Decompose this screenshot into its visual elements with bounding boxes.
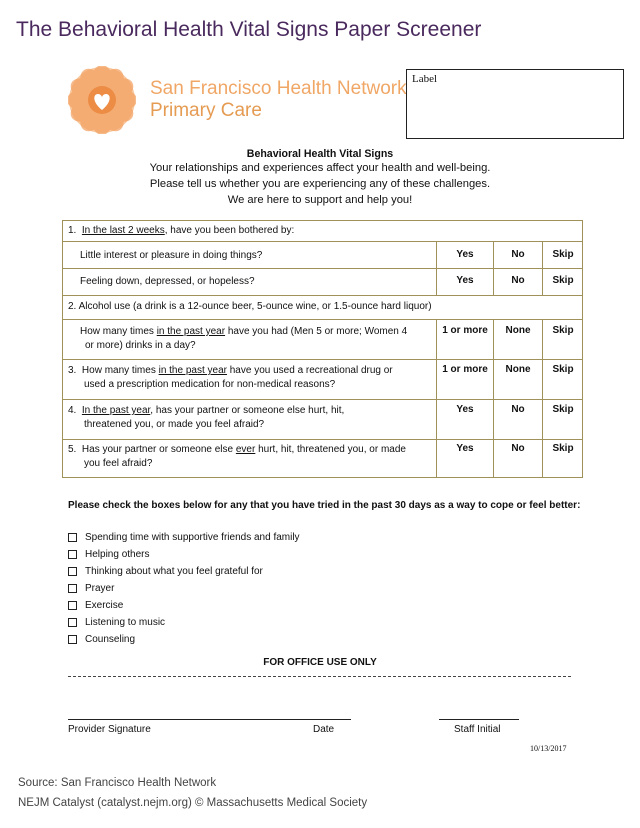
coping-heading: Please check the boxes below for any that you have tried in the past 30 days as a way to cope or feel better: (68, 500, 581, 511)
answer-skip[interactable]: Skip (552, 443, 574, 454)
footer-source: Source: San Francisco Health Network (18, 777, 217, 789)
answer-no[interactable]: No (511, 404, 525, 415)
question-1: 1. In the last 2 weeks, have you been bothered by: (68, 225, 295, 236)
answer-skip[interactable]: Skip (552, 249, 574, 260)
staff-initial-label: Staff Initial (454, 724, 501, 735)
answer-yes[interactable]: Yes (456, 404, 474, 415)
answer-1-or-more[interactable]: 1 or more (442, 325, 488, 336)
checkbox[interactable] (68, 533, 77, 542)
coping-option[interactable]: Prayer (68, 581, 114, 595)
question-2a: How many times in the past year have you had (Men 5 or more; Women 4 or more) drinks in a day? (80, 326, 408, 351)
org-name: San Francisco Health Network (150, 78, 407, 99)
answer-none[interactable]: None (505, 325, 531, 336)
answer-no[interactable]: No (511, 275, 525, 286)
coping-option[interactable]: Spending time with supportive friends and family (68, 530, 300, 544)
checkbox[interactable] (68, 550, 77, 559)
office-use-heading: FOR OFFICE USE ONLY (263, 657, 377, 668)
question-2: 2. Alcohol use (a drink is a 12-ounce beer, 5-ounce wine, or 1.5-ounce hard liquor) (68, 301, 432, 312)
answer-yes[interactable]: Yes (456, 443, 474, 454)
label-box-text: Label (412, 73, 438, 85)
intro-line: Please tell us whether you are experiencing any of these challenges. (149, 178, 491, 190)
checkbox[interactable] (68, 584, 77, 593)
coping-option[interactable]: Listening to music (68, 615, 165, 629)
question-4: 4. In the past year, has your partner or someone else hurt, hit, threatened you, or made you feel afraid? (68, 405, 345, 430)
checkbox[interactable] (68, 635, 77, 644)
date-label: Date (313, 724, 335, 735)
answer-yes[interactable]: Yes (456, 275, 474, 286)
coping-option[interactable]: Helping others (68, 547, 149, 561)
page-title: The Behavioral Health Vital Signs Paper Screener (16, 18, 482, 41)
answer-none[interactable]: None (505, 364, 531, 375)
answer-no[interactable]: No (511, 443, 525, 454)
answer-skip[interactable]: Skip (552, 364, 574, 375)
answer-skip[interactable]: Skip (552, 275, 574, 286)
checkbox[interactable] (68, 601, 77, 610)
provider-signature-label: Provider Signature (68, 724, 151, 735)
coping-option[interactable]: Counseling (68, 632, 135, 646)
intro-title: Behavioral Health Vital Signs (246, 148, 394, 160)
footer-credit: NEJM Catalyst (catalyst.nejm.org) © Massachusetts Medical Society (18, 797, 368, 809)
form-revision-date: 10/13/2017 (530, 744, 567, 753)
answer-no[interactable]: No (511, 249, 525, 260)
coping-option[interactable]: Exercise (68, 598, 123, 612)
answer-skip[interactable]: Skip (552, 404, 574, 415)
intro-line: Your relationships and experiences affect your health and well-being. (149, 162, 491, 174)
question-1b: Feeling down, depressed, or hopeless? (80, 276, 255, 287)
question-3: 3. How many times in the past year have you used a recreational drug or used a prescription medication for non-medical reasons? (68, 365, 393, 390)
label-box (406, 69, 624, 139)
question-5: 5. Has your partner or someone else ever hurt, hit, threatened you, or made you feel afraid? (68, 444, 406, 469)
answer-skip[interactable]: Skip (552, 325, 574, 336)
checkbox[interactable] (68, 618, 77, 627)
provider-signature-line[interactable] (68, 719, 351, 720)
intro-line: We are here to support and help you! (227, 194, 413, 206)
coping-option[interactable]: Thinking about what you feel grateful for (68, 564, 263, 578)
answer-1-or-more[interactable]: 1 or more (442, 364, 488, 375)
staff-initial-line[interactable] (439, 719, 519, 720)
screening-questions-table (62, 220, 583, 478)
question-1a: Little interest or pleasure in doing things? (80, 250, 263, 261)
checkbox[interactable] (68, 567, 77, 576)
heart-logo-icon (68, 66, 136, 134)
org-subname: Primary Care (150, 100, 262, 121)
dashed-divider (68, 676, 571, 677)
answer-yes[interactable]: Yes (456, 249, 474, 260)
